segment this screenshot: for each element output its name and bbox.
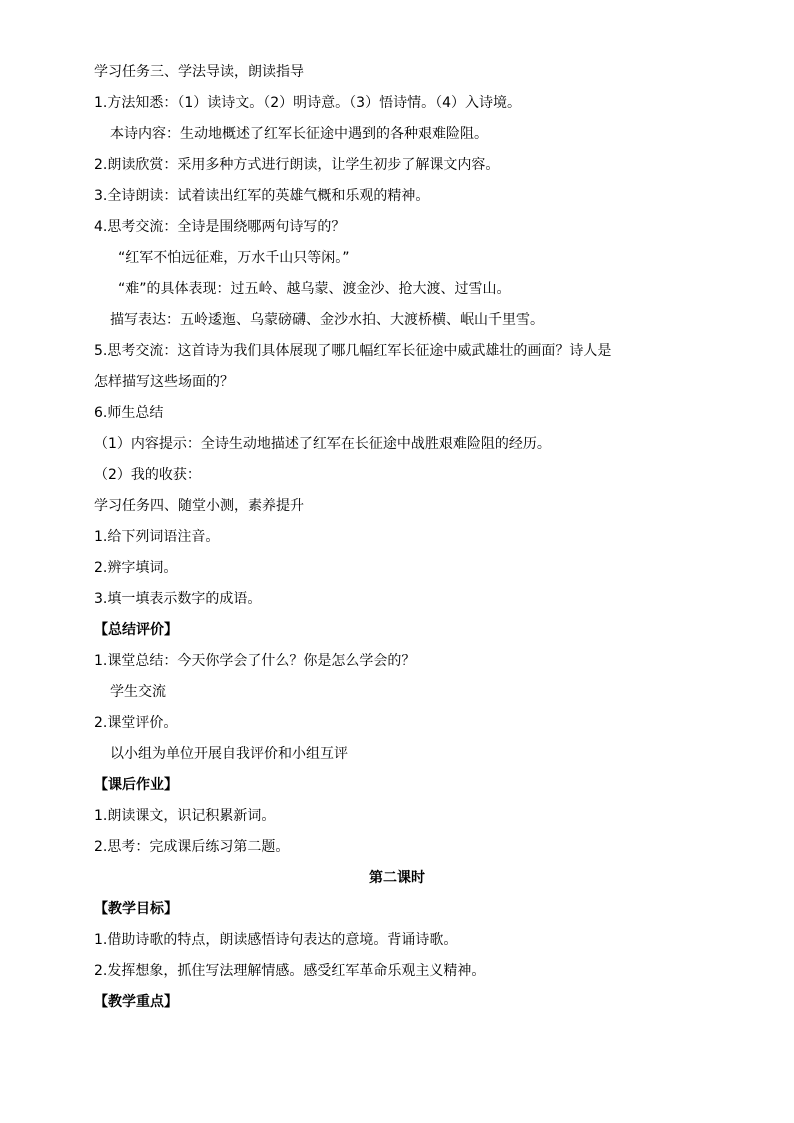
teaching-goal-1: 1.借助诗歌的特点，朗读感悟诗句表达的意境。背诵诗歌。	[94, 932, 458, 948]
teaching-focus-heading: 【教学重点】	[94, 994, 178, 1010]
full-poem-reading: 3.全诗朗读：试着读出红军的英雄气概和乐观的精神。	[94, 188, 430, 204]
student-exchange: 学生交流	[110, 684, 166, 700]
poem-content: 本诗内容：生动地概述了红军长征途中遇到的各种艰难险阻。	[110, 126, 488, 142]
key-poem-lines: “红军不怕远征难，万水千山只等闲。”	[118, 250, 350, 266]
reading-appreciation: 2.朗读欣赏：采用多种方式进行朗读，让学生初步了解课文内容。	[94, 157, 500, 173]
teacher-student-summary: 6.师生总结	[94, 405, 164, 421]
homework-item-1: 1.朗读课文，识记积累新词。	[94, 808, 276, 824]
teaching-goal-2: 2.发挥想象，抓住写法理解情感。感受红军革命乐观主义精神。	[94, 963, 486, 979]
section-heading-task-3: 学习任务三、学法导读，朗读指导	[94, 64, 304, 80]
second-lesson-title: 第二课时	[369, 870, 425, 886]
homework-heading: 【课后作业】	[94, 777, 178, 793]
my-gains: （2）我的收获：	[94, 467, 201, 483]
discussion-question-5: 5.思考交流：这首诗为我们具体展现了哪几幅红军长征途中威武雄壮的画面？诗人是	[94, 343, 612, 359]
quiz-item-2: 2.辨字填词。	[94, 560, 178, 576]
content-hint: （1）内容提示：全诗生动地描述了红军在长征途中战胜艰难险阻的经历。	[94, 436, 551, 452]
teaching-goals-heading: 【教学目标】	[94, 901, 178, 917]
quiz-item-1: 1.给下列词语注音。	[94, 529, 220, 545]
discussion-question-4: 4.思考交流：全诗是围绕哪两句诗写的？	[94, 219, 346, 235]
difficulty-expression: “难”的具体表现：过五岭、越乌蒙、渡金沙、抢大渡、过雪山。	[118, 281, 511, 297]
summary-evaluation-heading: 【总结评价】	[94, 622, 178, 638]
description-expression: 描写表达：五岭逶迤、乌蒙磅礴、金沙水拍、大渡桥横、岷山千里雪。	[110, 312, 544, 328]
method-overview: 1.方法知悉：（1）读诗文。（2）明诗意。（3）悟诗情。（4）入诗境。	[94, 95, 521, 111]
group-evaluation: 以小组为单位开展自我评价和小组互评	[110, 746, 348, 762]
discussion-question-5-continued: 怎样描写这些场面的？	[94, 374, 234, 390]
quiz-item-3: 3.填一填表示数字的成语。	[94, 591, 262, 607]
class-summary: 1.课堂总结：今天你学会了什么？你是怎么学会的？	[94, 653, 416, 669]
section-heading-task-4: 学习任务四、随堂小测，素养提升	[94, 498, 304, 514]
class-evaluation: 2.课堂评价。	[94, 715, 178, 731]
homework-item-2: 2.思考：完成课后练习第二题。	[94, 839, 290, 855]
